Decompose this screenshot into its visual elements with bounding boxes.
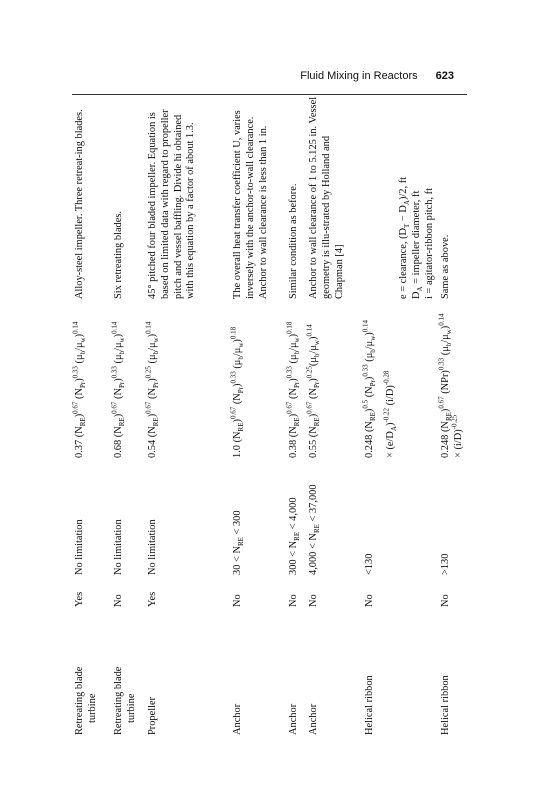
nre-cell: $300 < N_{RE} < 4,000$	[288, 497, 302, 575]
baffled-cell: No	[113, 594, 124, 607]
nre-cell: $30 < N_{RE} < 300$	[232, 510, 246, 575]
baffled-cell: No	[232, 594, 243, 607]
correlation-cell: 0.38 $(N_{RE})^{0.67}$ $(N_{Pr})^{0.33}$ $(\mu_b/\mu_w)^{0.18}$	[285, 321, 302, 458]
correlation-cell: 0.37 $(N_{RE})^{0.67}$ $(N_{Pr})^{0.33}$ $(\mu_b/\mu_w)^{0.14}$	[71, 321, 88, 458]
baffled-cell: No	[288, 594, 299, 607]
impeller-cell: Propeller	[147, 696, 158, 735]
remarks-cell: Same as above.	[440, 234, 451, 299]
correlation-cell: 0.248 $(N_{RE})^{0.5}$ $(N_{Pr})^{0.33}$ $(\mu_b/\mu_w)^{0.14}$ × $(e/D_A)^{-0.22}$ $(i/D)^{-0.28}$	[361, 319, 398, 458]
remarks-cell: The overall heat transfer coefficient U, varies inversely with the anchor-to-wall clearance. Anchor to wall clearance is less than 1 in.	[232, 110, 269, 299]
running-title: Fluid Mixing in Reactors	[300, 70, 418, 82]
correlation-cell: 1.0 $(N_{RE})^{0.67}$ $(N_{Pr})^{0.33}$ $(\mu_b/\mu_w)^{0.18}$	[229, 326, 246, 458]
baffled-cell: No	[440, 594, 451, 607]
page-number: 623	[435, 70, 454, 82]
remarks-cell: Six retreating blades.	[113, 210, 124, 299]
correlation-cell: 0.54 $(N_{RE})^{0.67}$ $(N_{Pr})^{0.25}$ $(\mu_b/\mu_w)^{0.14}$	[144, 321, 161, 458]
remarks-cell: Similar condition as before.	[288, 183, 299, 299]
nre-cell: No limitation	[147, 519, 158, 575]
rotated-table	[71, 95, 466, 735]
nre-cell: $4,000 < N_{RE} < 37,000$	[308, 484, 322, 575]
baffled-cell: Yes	[147, 591, 158, 607]
baffled-cell: No	[308, 594, 319, 607]
impeller-cell: Helical ribbon	[364, 675, 375, 735]
impeller-cell: Anchor	[308, 703, 319, 735]
impeller-cell: Anchor	[288, 703, 299, 735]
baffled-cell: No	[364, 594, 375, 607]
nre-cell: <130	[364, 553, 375, 575]
nre-cell: No limitation	[113, 519, 124, 575]
impeller-cell: Helical ribbon	[440, 675, 451, 735]
remarks-cell: Alloy-steel impeller. Three retreat-ing blades.	[74, 109, 85, 299]
correlation-cell: 0.55 $(N_{RE})^{0.67}$ $(N_{Pr})^{0.25}(\mu_b/\mu_w)^{0.14}$	[305, 324, 322, 458]
remarks-cell: Anchor to wall clearance of 1 to 5.125 in. Vessel geometry is illu-strated by Holland and Chapman [4]	[308, 96, 345, 299]
impeller-cell: Anchor	[232, 703, 243, 735]
correlation-cell: 0.68 $(N_{RE})^{0.67}$ $(N_{Pr})^{0.33}$ $(\mu_b/\mu_w)^{0.14}$	[110, 321, 127, 458]
baffled-cell: Yes	[74, 591, 85, 607]
nre-cell: No limitation	[74, 519, 85, 575]
impeller-cell: Retreating blade turbine	[113, 666, 137, 735]
nre-cell: >130	[440, 553, 451, 575]
impeller-cell: Retreating blade turbine	[74, 666, 98, 735]
remarks-cell: 45° pitched four bladed impeller. Equation is based on limited data with regard to propeller pitch and vessel baffling. Divide hi obtained with this equation by a factor of about 1.3.	[147, 109, 197, 299]
remarks-cell: e = clearance, $(D_T - D_A)/2$, ft $D_A$ = impeller diameter, ft i = agitator-ribbon pitch, ft	[398, 176, 435, 299]
running-header	[300, 70, 454, 82]
correlation-cell: 0.248 $(N_{RE})^{0.67}$ (NPr)$^{0.33}$ $(\mu_b/\mu_w)^{0.14}$ × $(i/D)^{-0.25}$	[437, 313, 464, 458]
